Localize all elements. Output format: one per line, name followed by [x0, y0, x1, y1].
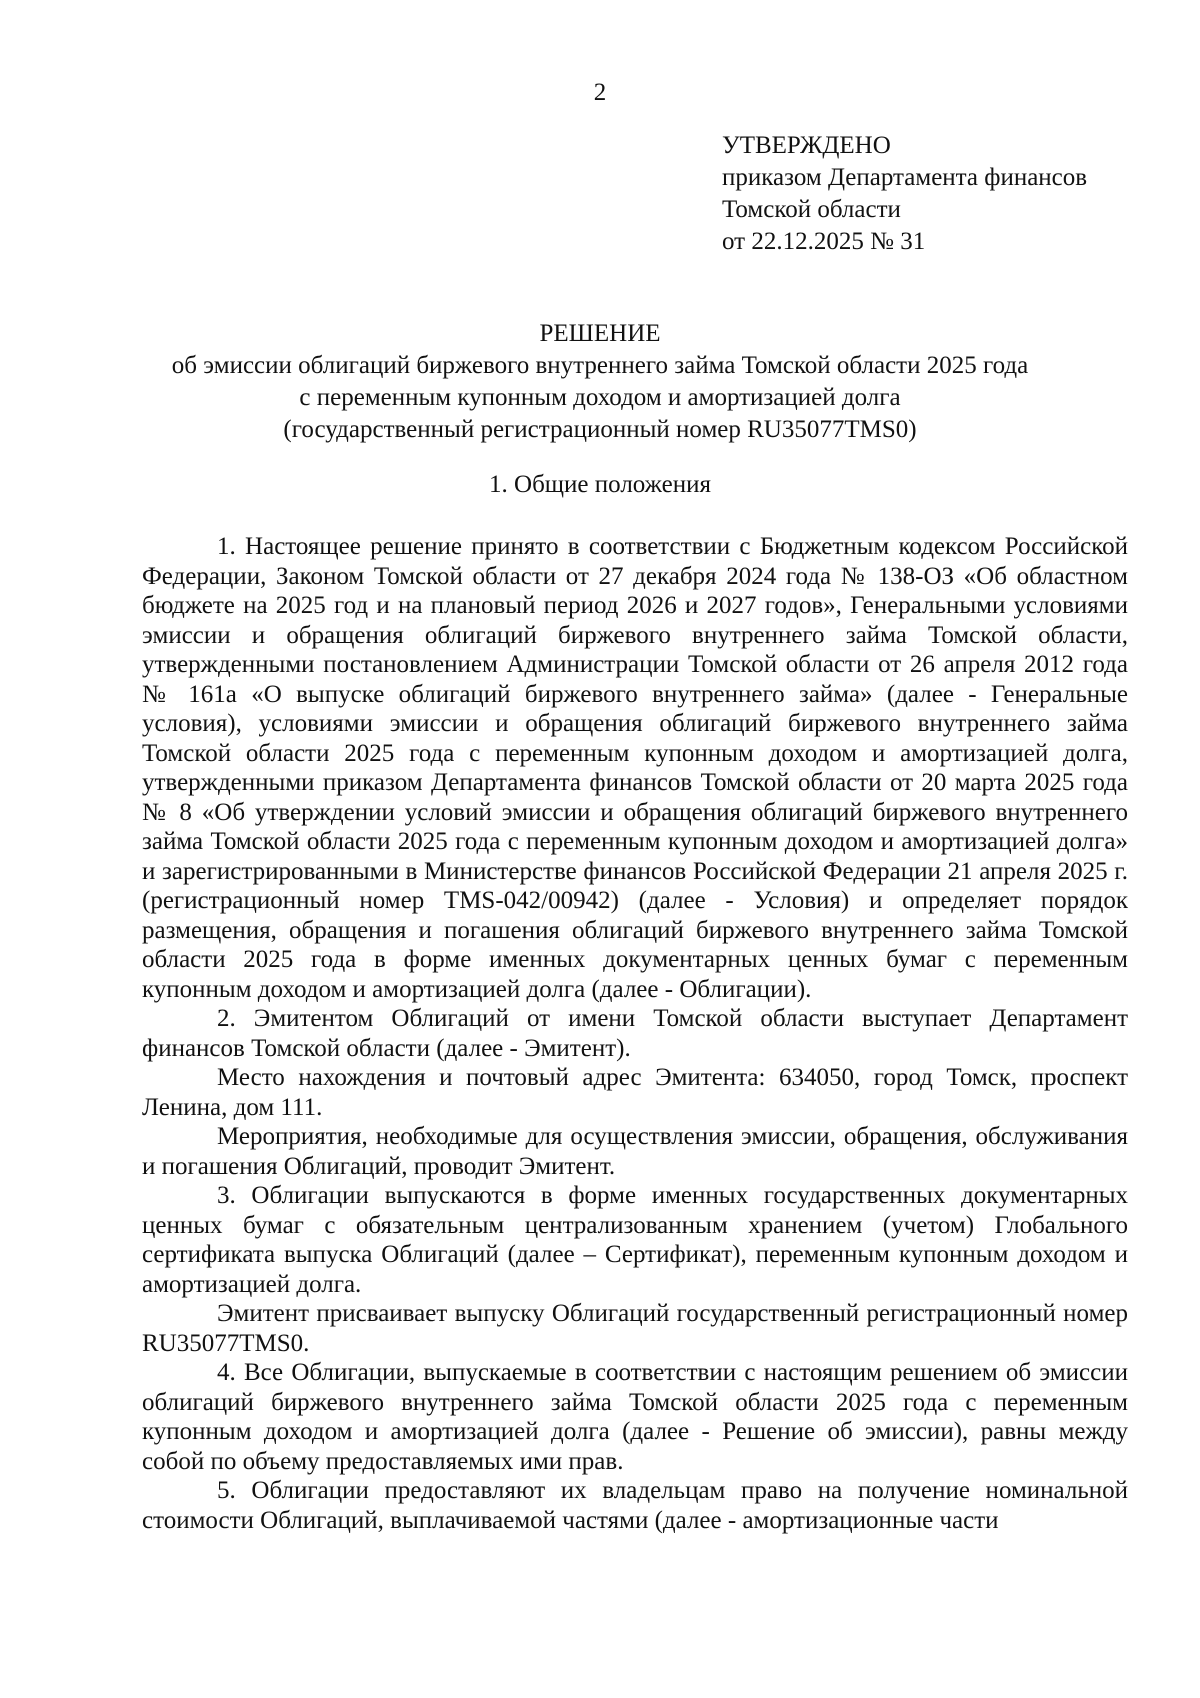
paragraph-2: 2. Эмитентом Облигаций от имени Томской области выступает Департамент финансов Томской области (далее - Эмитент). — [142, 1005, 1128, 1062]
document-title: РЕШЕНИЕ — [539, 320, 661, 347]
paragraph-1: 1. Настоящее решение принято в соответствии с Бюджетным кодексом Российской Федерации, Законом Томской области от 27 декабря 2024 года № 138-ОЗ «Об областном бюджете на 2025 год и на плановый период 2026 и 2027 годов», Генеральными условиями эмиссии и обращения облигаций биржевого внутреннего займа Томской области, утвержденными постановлением Администрации Томской области от 26 апреля 2012 года № 161а «О выпуске облигаций биржевого внутреннего займа» (далее - Генеральные условия), условиями эмиссии и обращения облигаций биржевого внутреннего займа Томской области 2025 года с переменным купонным доходом и амортизацией долга, утвержденными приказом Департамента финансов Томской области от 20 марта 2025 года № 8 «Об утверждении условий эмиссии и обращения облигаций биржевого внутреннего займа Томской области 2025 года с переменным купонным доходом и амортизацией долга» и зарегистрированными в Министерстве финансов Российской Федерации 21 апреля 2025 г. (регистрационный номер TMS-042/00942) (далее - Условия) и определяет порядок размещения, обращения и погашения облигаций биржевого внутреннего займа Томской области 2025 года в форме именных документарных ценных бумаг с переменным купонным доходом и амортизацией долга (далее - Облигации). — [142, 533, 1128, 1003]
paragraph-5: 3. Облигации выпускаются в форме именных государственных документарных ценных бумаг с обязательным централизованным хранением (учетом) Глобального сертификата выпуска Облигаций (далее – Сертификат), переменным купонным доходом и амортизацией долга. — [142, 1182, 1128, 1298]
approval-date-line: от 22.12.2025 № 31 — [722, 228, 926, 255]
document-subtitle-line-1: об эмиссии облигаций биржевого внутреннего займа Томской области 2025 года — [171, 352, 1029, 379]
document-body — [142, 532, 1128, 1535]
approval-order-line: приказом Департамента финансов — [722, 164, 1088, 191]
document-subtitle-line-3: (государственный регистрационный номер RU35077TMS0) — [283, 416, 917, 443]
document-subtitle-line-2: с переменным купонным доходом и амортизацией долга — [299, 384, 901, 411]
paragraph-4: Мероприятия, необходимые для осуществления эмиссии, обращения, обслуживания и погашения Облигаций, проводит Эмитент. — [142, 1123, 1128, 1180]
approval-region-line: Томской области — [722, 196, 901, 223]
paragraph-7: 4. Все Облигации, выпускаемые в соответствии с настоящим решением об эмиссии облигаций биржевого внутреннего займа Томской области 2025 года с переменным купонным доходом и амортизацией долга (далее - Решение об эмиссии), равны между собой по объему предоставляемых ими прав. — [142, 1359, 1128, 1475]
page-number: 2 — [593, 79, 607, 106]
paragraph-3: Место нахождения и почтовый адрес Эмитента: 634050, город Томск, проспект Ленина, дом 111. — [142, 1064, 1128, 1121]
approval-stamp-block — [722, 130, 1162, 258]
document-title-block — [0, 318, 1200, 446]
approval-heading: УТВЕРЖДЕНО — [722, 132, 891, 159]
paragraph-8: 5. Облигации предоставляют их владельцам право на получение номинальной стоимости Облигаций, выплачиваемой частями (далее - амортизационные части — [142, 1477, 1128, 1534]
paragraph-6: Эмитент присваивает выпуску Облигаций государственный регистрационный номер RU35077TMS0. — [142, 1300, 1128, 1357]
section-heading: 1. Общие положения — [489, 471, 711, 498]
